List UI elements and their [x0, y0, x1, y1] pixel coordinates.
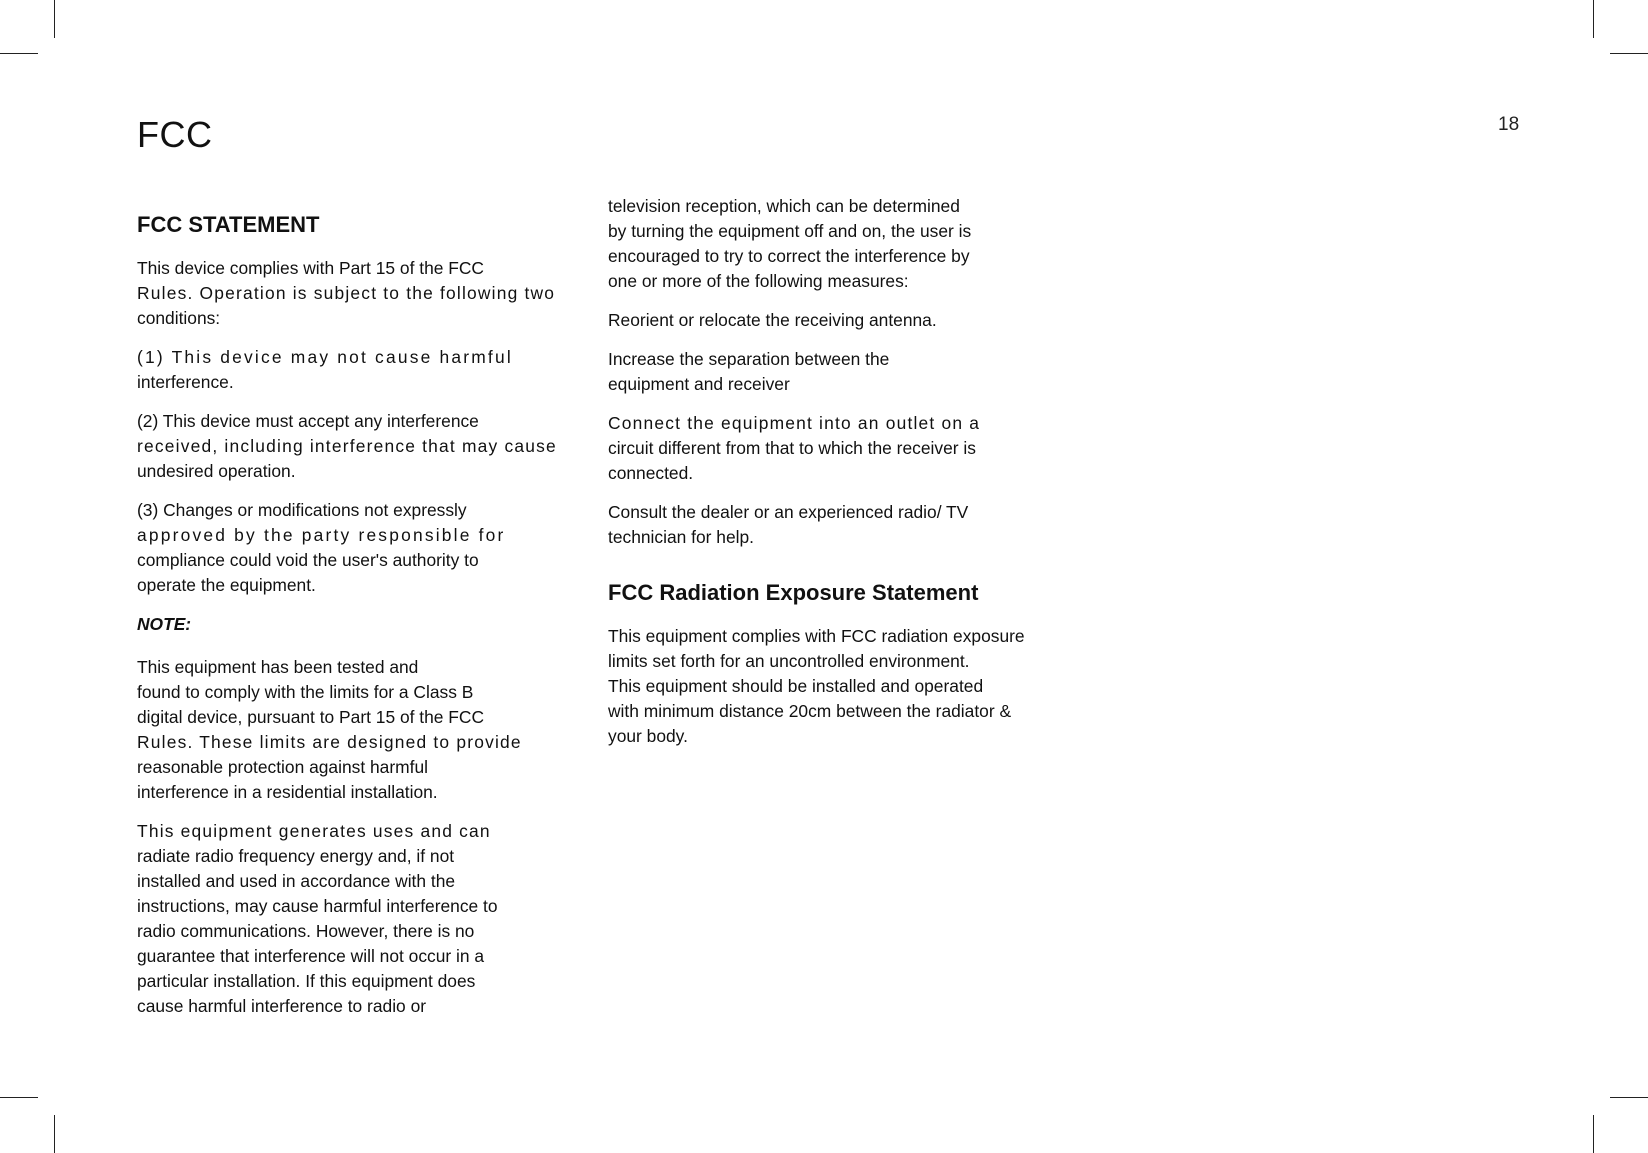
radiation-exposure-paragraph: [608, 624, 1078, 749]
section-title: FCC: [137, 114, 213, 155]
continuation-paragraph: [608, 194, 1078, 294]
text-line: found to comply with the limits for a Class B: [137, 682, 474, 702]
text-line: Rules. Operation is subject to the following two: [137, 283, 556, 303]
text-line: undesired operation.: [137, 461, 296, 481]
intro-paragraph: [137, 256, 582, 331]
text-line: guarantee that interference will not occur in a: [137, 946, 485, 966]
text-line: encouraged to try to correct the interference by: [608, 246, 970, 266]
text-line: your body.: [608, 726, 688, 746]
text-line: limits set forth for an uncontrolled environment.: [608, 651, 970, 671]
text-line: received, including interference that may cause: [137, 436, 557, 456]
text-line: circuit different from that to which the receiver is: [608, 438, 976, 458]
crop-mark-top-right-vertical: [1593, 0, 1594, 38]
text-line: reasonable protection against harmful: [137, 757, 428, 777]
radiation-exposure-heading: FCC Radiation Exposure Statement: [608, 580, 979, 605]
crop-mark-top-right-horizontal: [1610, 53, 1648, 54]
text-line: approved by the party responsible for: [137, 525, 506, 545]
fcc-statement-heading: FCC STATEMENT: [137, 212, 320, 237]
text-line: radiate radio frequency energy and, if not: [137, 846, 455, 866]
text-line: one or more of the following measures:: [608, 271, 909, 291]
text-line: Connect the equipment into an outlet on a: [608, 413, 981, 433]
text-line: This device complies with Part 15 of the FCC: [137, 258, 484, 278]
text-line: television reception, which can be determined: [608, 196, 960, 216]
text-line: equipment and receiver: [608, 374, 790, 394]
text-line: operate the equipment.: [137, 575, 316, 595]
measure-reorient: Reorient or relocate the receiving antenna.: [608, 310, 937, 330]
text-line: by turning the equipment off and on, the user is: [608, 221, 972, 241]
crop-mark-bottom-right-horizontal: [1610, 1097, 1648, 1098]
text-line: conditions:: [137, 308, 221, 328]
condition-3: [137, 498, 582, 598]
text-line: with minimum distance 20cm between the radiator &: [608, 701, 1012, 721]
text-line: This equipment has been tested and: [137, 657, 419, 677]
text-line: cause harmful interference to radio or: [137, 996, 427, 1016]
text-line: Increase the separation between the: [608, 349, 890, 369]
text-line: technician for help.: [608, 527, 754, 547]
crop-mark-bottom-right-vertical: [1593, 1115, 1594, 1153]
text-line: This equipment generates uses and can: [137, 821, 491, 841]
text-line: (3) Changes or modifications not expressly: [137, 500, 467, 520]
crop-mark-bottom-left-horizontal: [0, 1097, 38, 1098]
crop-mark-top-left-vertical: [54, 0, 55, 38]
text-line: installed and used in accordance with the: [137, 871, 456, 891]
measure-consult-dealer: [608, 500, 1078, 550]
note-paragraph-1: [137, 655, 582, 805]
measure-increase-separation: [608, 347, 1078, 397]
right-column: [608, 194, 1078, 763]
crop-mark-top-left-horizontal: [0, 53, 38, 54]
crop-mark-bottom-left-vertical: [54, 1115, 55, 1153]
text-line: Consult the dealer or an experienced radio/ TV: [608, 502, 969, 522]
text-line: interference in a residential installation.: [137, 782, 438, 802]
left-column: [137, 210, 582, 1033]
text-line: Rules. These limits are designed to provide: [137, 732, 522, 752]
text-line: instructions, may cause harmful interference to: [137, 896, 498, 916]
text-line: (2) This device must accept any interference: [137, 411, 479, 431]
measure-connect-outlet: [608, 411, 1078, 486]
text-line: interference.: [137, 372, 234, 392]
condition-2: [137, 409, 582, 484]
text-line: This equipment should be installed and operated: [608, 676, 984, 696]
note-paragraph-2: [137, 819, 582, 1019]
text-line: compliance could void the user's authority to: [137, 550, 479, 570]
text-line: (1) This device may not cause harmful: [137, 347, 513, 367]
text-line: digital device, pursuant to Part 15 of the FCC: [137, 707, 485, 727]
text-line: radio communications. However, there is no: [137, 921, 475, 941]
text-line: particular installation. If this equipment does: [137, 971, 476, 991]
text-line: This equipment complies with FCC radiation exposure: [608, 626, 1025, 646]
page-number: 18: [1498, 114, 1520, 135]
condition-1: [137, 345, 582, 395]
note-label: NOTE:: [137, 614, 192, 634]
text-line: connected.: [608, 463, 694, 483]
